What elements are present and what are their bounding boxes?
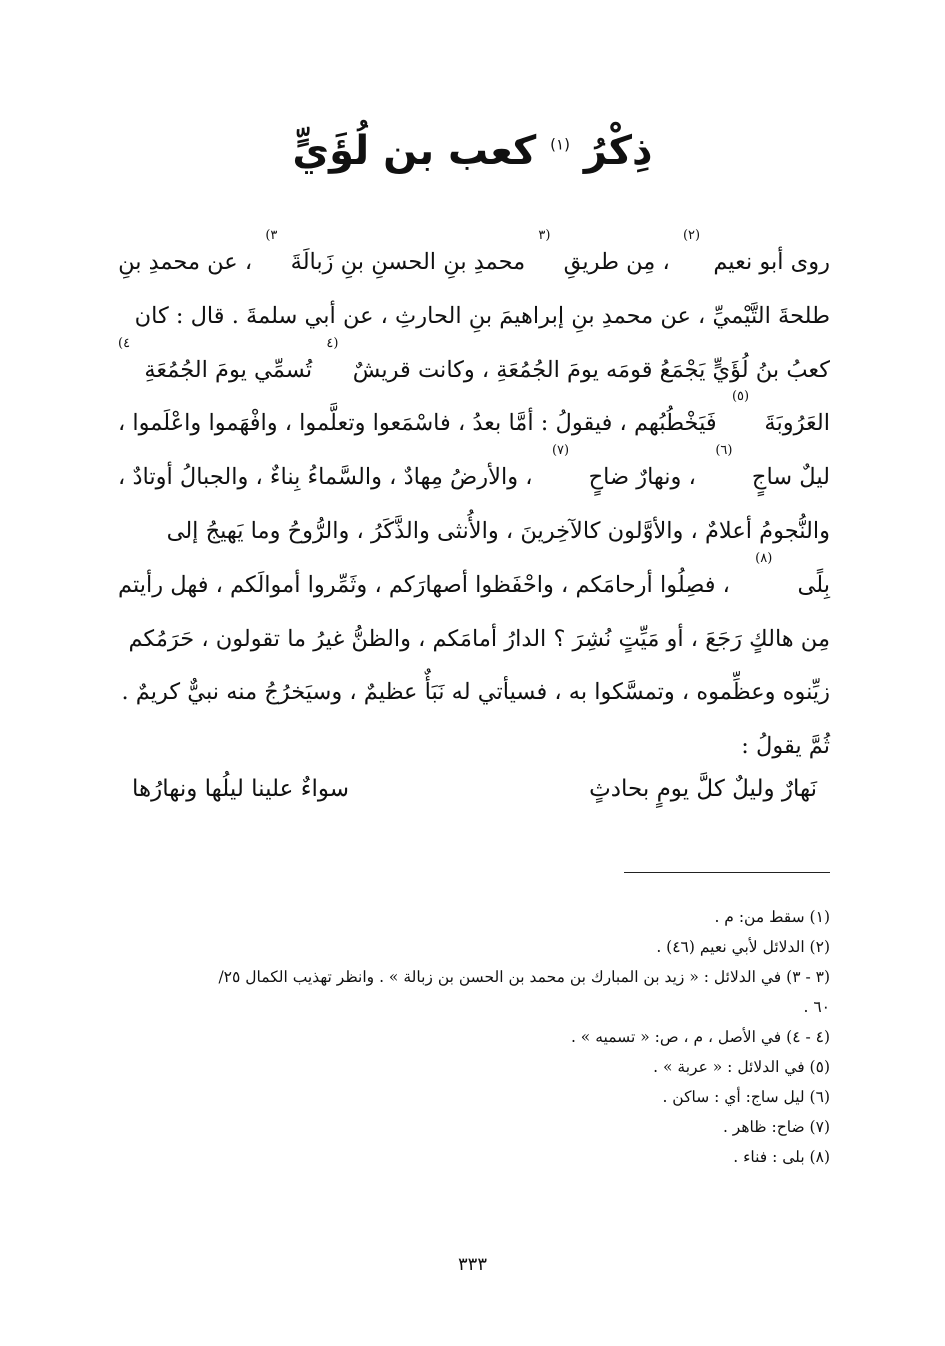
text-segment: ، مِن طريقِ (563, 249, 670, 275)
footnote: (٨) بلى : فناء . (733, 1148, 830, 1166)
text-segment: تُسمِّي يومَ الجُمُعَةِ (144, 356, 313, 383)
verse-first-hemistich: نَهارٌ وليلٌ كلَّ يومٍ بحادثٍ (589, 776, 817, 802)
footnote-marker: (٣ (538, 228, 551, 243)
footnote-marker: (٨) (755, 550, 773, 566)
text-line (118, 335, 830, 398)
text-line (118, 505, 830, 559)
footnote-marker: (٤ (326, 335, 339, 351)
title-after: كعب بن لُؤَيٍّ (292, 128, 537, 174)
title-before: ذِكْرُ (583, 128, 653, 174)
text-segment: والنُّجومُ أعلامٌ ، والأوَّلون كالآخِرينَ ، والأُنثى والذَّكَرُ ، والرُّوحُ وما يَهيجُ إلى (166, 517, 830, 544)
footnote-marker: (٧) (551, 443, 570, 459)
footnote: (١) سقط من: م . (714, 908, 830, 926)
footnote-marker: (٢) (682, 228, 701, 243)
text-segment: ليلٌ ساجٍ (751, 464, 830, 491)
text-segment: كعبُ بنُ لُؤَيٍّ يَجْمَعُ قومَه يومَ الجُمُعَةِ ، وكانت قريشٌ (352, 356, 830, 383)
text-line (118, 666, 830, 720)
footnotes (118, 902, 830, 1172)
footnote: (٣ - ٣) في الدلائل : « زيد بن المبارك بن محمد بن الحسن بن زبالة » . وانظر تهذيب الكمال ٢٥/ (218, 968, 830, 986)
text-segment: فَيَخْطُبُهم ، فيقولُ : أمَّا بعدُ ، فاسْمَعوا وتعلَّموا ، وافْهَموا واعْلَموا ، (118, 410, 717, 437)
text-line (118, 550, 830, 613)
page-number: ٣٣٣ (457, 1254, 487, 1275)
text-segment: ، ونهارٌ ضاحٍ (588, 464, 696, 491)
text-segment: طلحةَ التَّيْميِّ ، عن محمدِ بنِ إبراهيمَ بنِ الحارثِ ، عن أبي سلمةَ . قال : كان (134, 302, 830, 329)
text-segment: روى أبو نعيم (713, 249, 830, 275)
footnote-marker: ٤) (118, 335, 131, 351)
footnote-marker: ٣) (265, 228, 278, 243)
text-segment: محمدِ بنِ الحسنِ بنِ زَبالَةَ (290, 249, 526, 275)
text-line (118, 720, 830, 774)
text-segment: مِن هالكٍ رَجَعَ ، أو مَيِّتٍ نُشِرَ ؟ الدارُ أمامَكم ، والظنُّ غيرُ ما تقولون ، حَرَمُكم (128, 625, 830, 652)
footnote: (٢) الدلائل لأبي نعيم (٤٦) . (656, 938, 830, 956)
text-segment: ثُمَّ يقولُ : (741, 733, 830, 760)
text-line (118, 613, 830, 667)
text-line (118, 228, 830, 290)
footnote: (٦) ليل ساج: أي : ساكن . (662, 1088, 830, 1106)
text-segment: ، عن محمدِ بنِ (118, 249, 253, 275)
page-title (0, 128, 945, 174)
poetry-verse (132, 776, 817, 802)
text-segment: زيِّنوه وعظِّموه ، وتمسَّكوا به ، فسيأتي له نَبَأٌ عظيمٌ ، وسيَخرُجُ منه نبيٌّ كريمٌ . (121, 679, 830, 706)
text-segment: ، فصِلُوا أرحامَكم ، واحْفَظوا أصهارَكم ، وثَمِّروا أموالَكم ، فهل رأيتم (118, 571, 730, 598)
footnote: ٦٠ . (803, 998, 830, 1016)
footnote: (٤ - ٤) في الأصل ، م ، ص: « تسميه » . (570, 1028, 830, 1046)
title-footnote-marker: (١) (550, 135, 570, 154)
footnote: (٧) ضاح: ظاهر . (722, 1118, 830, 1136)
text-segment: العَرُوبَةَ (764, 410, 830, 437)
footnote: (٥) في الدلائل : « عربة » . (653, 1058, 830, 1076)
footnote-marker: (٦) (715, 443, 733, 459)
text-line (118, 443, 830, 505)
text-line (118, 290, 830, 344)
text-segment: ، والأرضُ مِهادٌ ، والسَّماءُ بِناءٌ ، والجبالُ أوتادٌ ، (118, 464, 533, 491)
text-segment: بِلًى (797, 571, 830, 598)
verse-second-hemistich: سواءٌ علينا ليلُها ونهارُها (132, 776, 350, 802)
main-text (118, 228, 830, 774)
footnote-separator (624, 872, 830, 873)
footnote-marker: (٥) (731, 389, 750, 405)
